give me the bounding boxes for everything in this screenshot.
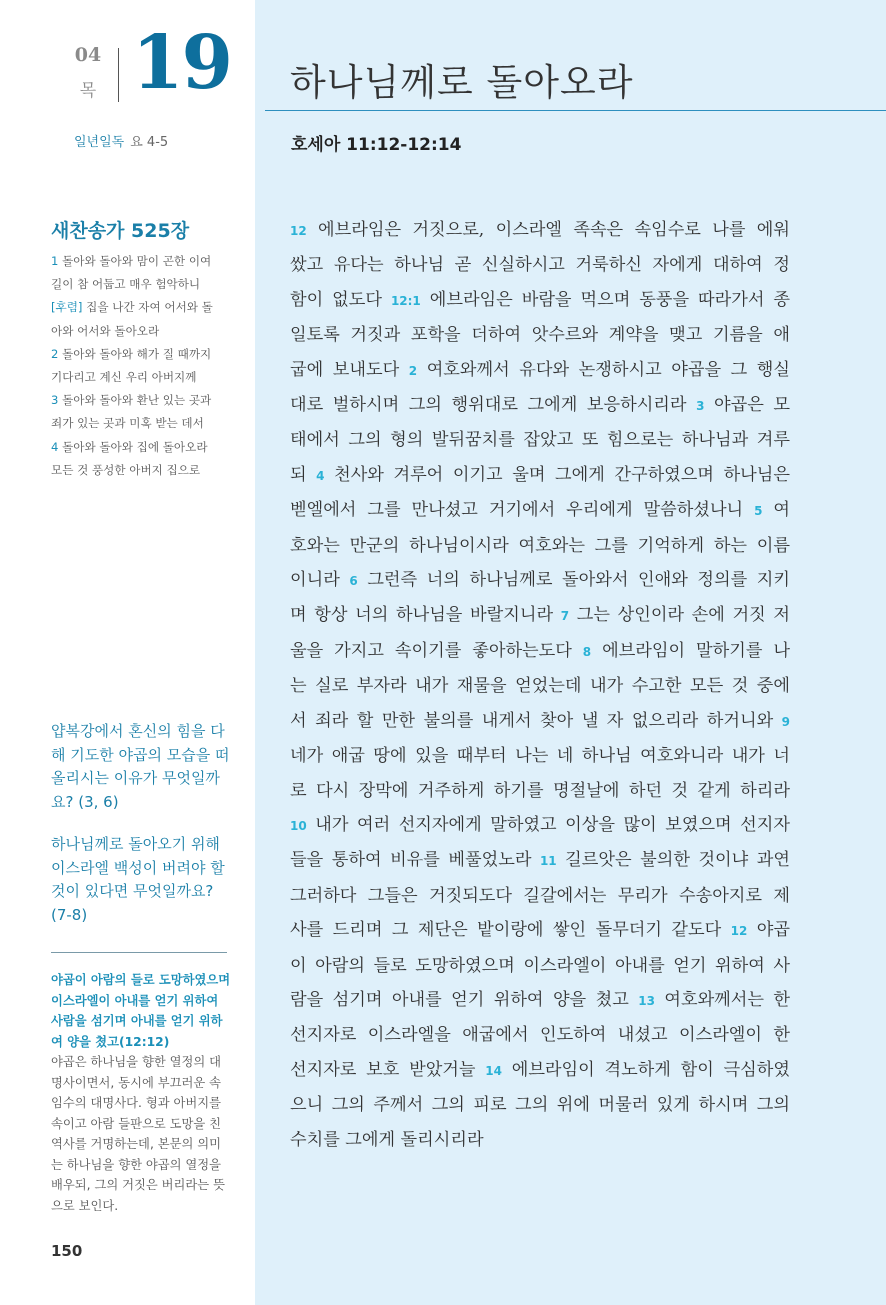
verse-text: 여호와께서 유다와 논쟁하시고 야곱을 그 행실 [417,359,790,380]
hymn-line-text: 돌아와 돌아와 맘이 곤한 이여 [62,254,212,268]
verse-text: 대로 벌하시며 그의 행위대로 그에게 보응하시리라 [290,395,697,416]
verse-number: 12:1 [390,293,421,308]
scripture-line [290,213,790,248]
scripture-line [290,1088,790,1122]
scripture-line [290,913,790,948]
verse-text: 며 항상 너의 하나님을 바랄지니라 [290,605,561,626]
verse-text: 여호와께서는 한 [654,989,790,1010]
hymn-line [51,250,233,273]
verse-text: 굽에 보내도다 [290,359,409,380]
scripture-line [290,458,790,493]
scripture-line [290,283,790,318]
sidebar-divider [51,952,227,953]
verse-text: 수치를 그에게 돌리시리라 [290,1129,484,1150]
verse-text: 람을 섬기며 아내를 얻기 위하여 양을 쳤고 [290,989,639,1010]
hymn-line-text: 아와 어서와 돌아오라 [51,323,160,338]
hymn-line-text: 기다리고 계신 우리 아버지께 [51,370,197,385]
verse-number: 7 [560,609,570,624]
verse-text: 그러하다 그들은 거짓되도다 길갈에서는 무리가 수송아지로 제 [290,885,790,906]
scripture-line [290,1123,790,1157]
hymn-line-text: 돌아와 돌아와 환난 있는 곳과 [62,393,212,408]
verse-text: 야곱은 모 [704,395,790,416]
hymn-verse-number: 2 [51,346,59,361]
scripture-line [290,704,790,739]
scripture-line [290,1018,790,1052]
verse-text: 에브라임은 바람을 먹으며 동풍을 따라가서 종 [420,289,790,310]
sidebar [0,0,255,1305]
scripture-line [290,949,790,983]
date-day: 19 [132,20,231,106]
scripture-line [290,423,790,457]
hymn-line-text: 길이 참 어둡고 매우 험악하니 [51,277,201,292]
scripture-line [290,529,790,563]
scripture-line [290,388,790,423]
annual-reading-ref: 요 4-5 [130,135,169,150]
reflection-question-2: 하나님께로 돌아오기 위해 이스라엘 백성이 버려야 할 것이 있다면 무엇일까요? (7-8) [51,835,225,924]
hymn-line [51,436,233,459]
verse-number: 5 [754,504,763,519]
verse-number: 12 [730,924,748,939]
date-divider [118,48,119,102]
scripture-line [290,598,790,633]
hymn-line-text: 돌아와 돌아와 집에 돌아오라 [62,439,208,454]
hymn-line-text: 돌아와 돌아와 해가 질 때까지 [62,346,212,361]
scripture-line [290,879,790,913]
verse-text: 에브라임은 거짓으로, 이스라엘 족속은 속임수로 나를 에워 [306,220,790,240]
verse-text: 내가 여러 선지자에게 말하였고 이상을 많이 보였으며 선지자 [306,814,790,835]
commentary [51,970,231,1216]
hymn-verse-number: 4 [51,439,59,454]
verse-text: 선지자로 이스라엘을 애굽에서 인도하여 내셨고 이스라엘이 한 [290,1025,790,1046]
verse-text: 에브라임이 격노하게 함이 극심하였 [501,1059,790,1080]
verse-text: 함이 없도다 [290,289,391,310]
hymn-line-text: 죄가 있는 곳과 미혹 받는 데서 [51,416,204,431]
page-title: 하나님께로 돌아오라 [290,61,634,104]
verse-text: 는 실로 부자라 내가 재물을 얻었는데 내가 수고한 모든 것 중에 [290,676,790,697]
verse-text: 그런즉 너의 하나님께로 돌아와서 인애와 정의를 지키 [357,570,790,591]
verse-number: 4 [316,468,325,483]
verse-text: 사를 드리며 그 제단은 밭이랑에 쌓인 돌무더기 같도다 [290,920,731,941]
verse-text: 서 죄라 할 만한 불의를 내게서 찾아 낼 자 없으리라 하거니와 [290,710,782,731]
scripture-line [290,843,790,878]
scripture-line [290,493,790,528]
verse-text: 호와는 만군의 하나님이시라 여호와는 그를 기억하게 하는 이름 [290,535,790,556]
hymn-line [51,389,233,412]
hymn-verse-number: 3 [51,393,59,408]
verse-text: 이 아람의 들로 도망하였으며 이스라엘이 아내를 얻기 위하여 사 [290,955,790,976]
verse-text: 그는 상인이라 손에 거짓 저 [569,605,790,626]
hymn-line [51,343,233,366]
hymn-line-text: 모든 것 풍성한 아버지 집으로 [51,462,201,477]
verse-number: 11 [539,854,557,869]
hymn-line [51,459,233,482]
verse-text: 선지자로 보호 받았거늘 [290,1059,486,1080]
verse-text: 들을 통하여 비유를 베풀었노라 [290,850,540,871]
scripture-line [290,248,790,282]
scripture-text [290,213,790,1157]
reflection-question-1: 얍복강에서 혼신의 힘을 다해 기도한 야곱의 모습을 떠올리시는 이유가 무엇일까요? (3, 6) [51,722,230,811]
verse-number: 2 [408,363,418,378]
verse-text: 로 다시 장막에 거주하게 하기를 명절날에 하던 것 같게 하리라 [290,780,790,801]
verse-text: 길르앗은 불의한 것이냐 과연 [556,850,790,871]
hymn-line [51,412,233,435]
commentary-body: 야곱은 하나님을 향한 열정의 대명사이면서, 동시에 부끄러운 속임수의 대명사다. 형과 아버지를 속이고 아람 들판으로 도망을 친 역사를 거명하는데, 본문의 의미는 하나님을 향한 야곱의 열정을 배우되, 그의 거짓은 버리라는 뜻으로 보인다. [51,1055,225,1213]
verse-text: 에브라임이 말하기를 나 [591,640,790,661]
date-weekday: 목 [79,81,97,101]
scripture-line [290,808,790,843]
annual-reading-label: 일년일독 [74,135,125,150]
scripture-line [290,634,790,669]
verse-text: 울을 가지고 속이기를 좋아하는도다 [290,640,583,661]
verse-text: 쌌고 유다는 하나님 곧 신실하시고 거룩하신 자에게 대하여 정 [290,255,790,276]
scripture-line [290,774,790,808]
hymn-line [51,366,233,389]
verse-number: 3 [696,399,705,414]
scripture-line [290,669,790,703]
verse-number: 6 [349,574,358,589]
hymn-line-text: 집을 나간 자여 어서와 돌 [86,300,213,315]
scripture-line [290,353,790,388]
hymn-verse-number: 1 [51,254,59,268]
verse-text: 태에서 그의 형의 발뒤꿈치를 잡았고 또 힘으로는 하나님과 겨루 [290,430,790,451]
hymn-title: 새찬송가 525장 [51,220,190,242]
scripture-line [290,983,790,1018]
verse-number: 14 [485,1063,502,1078]
hymn-line [51,296,233,319]
verse-number: 13 [638,993,655,1008]
hymn-chorus-label: [후렴] [51,300,83,315]
hymn-line [51,273,233,296]
verse-number: 12 [290,224,307,238]
scripture-line [290,739,790,773]
verse-number: 10 [290,818,307,833]
scripture-line [290,1053,790,1088]
commentary-highlight: 야곱이 아람의 들로 도망하였으며 이스라엘이 아내를 얻기 위하여 사람을 섬기며 아내를 얻기 위하여 양을 쳤고(12:12) [51,973,231,1049]
scripture-line [290,318,790,352]
verse-number: 9 [781,714,790,729]
verse-text: 네가 애굽 땅에 있을 때부터 나는 네 하나님 여호와니라 내가 너 [290,746,790,767]
verse-text: 일토록 거짓과 포학을 더하여 앗수르와 계약을 맺고 기름을 애 [290,325,790,346]
scripture-line [290,563,790,598]
verse-text: 벧엘에서 그를 만나셨고 거기에서 우리에게 말씀하셨나니 [290,500,755,521]
verse-text: 이니라 [290,570,350,591]
verse-number: 8 [582,644,592,659]
verse-text: 여 [762,500,790,521]
hymn-line [51,320,233,343]
page-number: 150 [51,1242,83,1260]
passage-reference: 호세아 11:12-12:14 [291,135,462,155]
hymn-lyrics [51,250,233,482]
verse-text: 으니 그의 주께서 그의 피로 그의 위에 머물러 있게 하시며 그의 [290,1095,790,1116]
date-month: 04 [74,44,102,66]
verse-text: 천사와 겨루어 이기고 울며 그에게 간구하였으며 하나님은 [324,464,790,485]
annual-reading [74,131,168,150]
verse-text: 되 [290,464,317,485]
title-divider [265,110,886,111]
verse-text: 야곱 [747,920,790,941]
